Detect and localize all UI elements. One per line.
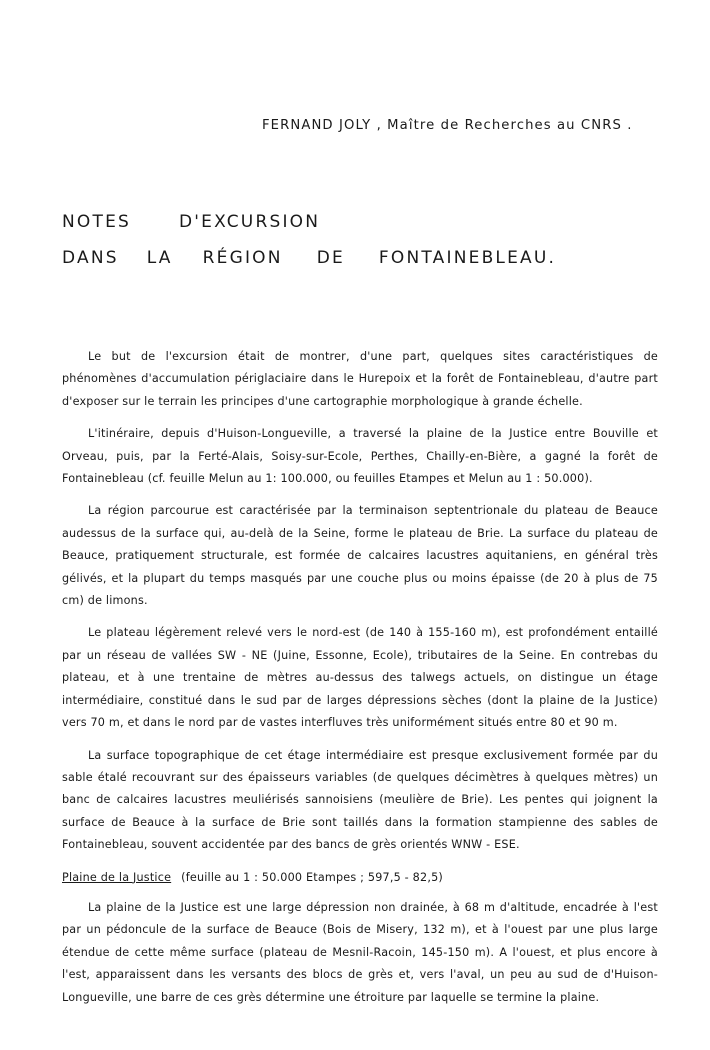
paragraph: Le but de l'excursion était de montrer, d'une part, quelques sites caractéristiques de phénomènes d'accumulation périglaciaire dans le Hurepoix et la forêt de Fontainebleau, d'autre part d'exposer sur le terrain les principes d'une cartographie morphologique à grande échelle. bbox=[62, 350, 658, 408]
body-text bbox=[62, 346, 658, 1019]
title-word: LA bbox=[146, 248, 173, 268]
title-word: DE bbox=[316, 248, 345, 268]
title-word: FONTAINEBLEAU. bbox=[378, 248, 557, 268]
author-line: FERNAND JOLY , Maître de Recherches au CNRS . bbox=[262, 118, 633, 133]
section-title: Plaine de la Justice bbox=[62, 870, 172, 884]
paragraph: Le plateau légèrement relevé vers le nord-est (de 140 à 155-160 m), est profondément entaillé par un réseau de vallées SW - NE (Juine, Essonne, Ecole), tributaires de la Seine. En contrebas du plateau, et à une trentaine de mètres au-dessus des talwegs actuels, on distingue un étage intermédiaire, constitué dans le sud par de larges dépressions sèches (dont la plaine de la Justice) vers 70 m, et dans le nord par de vastes interfluves très uniformément situés entre 80 et 90 m. bbox=[62, 626, 658, 730]
title-word: NOTES bbox=[62, 212, 132, 232]
title-word: DANS bbox=[62, 248, 119, 268]
paragraph: L'itinéraire, depuis d'Huison-Longueville, a traversé la plaine de la Justice entre Bouville et Orveau, puis, par la Ferté-Alais, Soisy-sur-Ecole, Perthes, Chailly-en-Bière, a gagné la forêt de Fontainebleau (cf. feuille Melun au 1: 100.000, ou feuilles Etampes et Melun au 1 : 50.000). bbox=[62, 427, 658, 486]
paragraph: La surface topographique de cet étage intermédiaire est presque exclusivement formée par du sable étalé recouvrant sur des épaisseurs variables (de quelques décimètres à quelques mètres) un banc de calcaires lacustres meuliérisés sannoisiens (meulière de Brie). Les pentes qui joignent la surface de Beauce à la surface de Brie sont taillés dans la formation stampienne des sables de Fontainebleau, souvent accidentée par des bancs de grès orientés WNW - ESE. bbox=[62, 748, 658, 852]
title-line-2 bbox=[62, 248, 556, 268]
section-paragraph: La plaine de la Justice est une large dépression non drainée, à 68 m d'altitude, encadrée à l'est par un pédoncule de la surface de Beauce (Bois de Misery, 132 m), et à l'ouest par une plus large étendue de cette même surface (plateau de Mesnil-Racoin, 145-150 m). A l'ouest, et plus encore à l'est, apparaissent dans les versants des blocs de grès et, vers l'aval, un peu au sud de d'Huison-Longueville, une barre de ces grès détermine une étroiture par laquelle se termine la plaine. bbox=[62, 900, 658, 1004]
title-word: RÉGION bbox=[202, 248, 283, 268]
section-heading bbox=[62, 867, 658, 889]
section-map-reference: (feuille au 1 : 50.000 Etampes ; 597,5 - 82,5) bbox=[181, 870, 443, 884]
title-line-1 bbox=[62, 212, 320, 232]
title-word: D'EXCURSION bbox=[179, 212, 321, 232]
paragraph: La région parcourue est caractérisée par la terminaison septentrionale du plateau de Beauce audessus de la surface qui, au-delà de la Seine, forme le plateau de Brie. La surface du plateau de Beauce, pratiquement structurale, est formée de calcaires lacustres aquitaniens, en général très gélivés, et la plupart du temps masqués par une couche plus ou moins épaisse (de 20 à plus de 75 cm) de limons. bbox=[62, 504, 658, 608]
